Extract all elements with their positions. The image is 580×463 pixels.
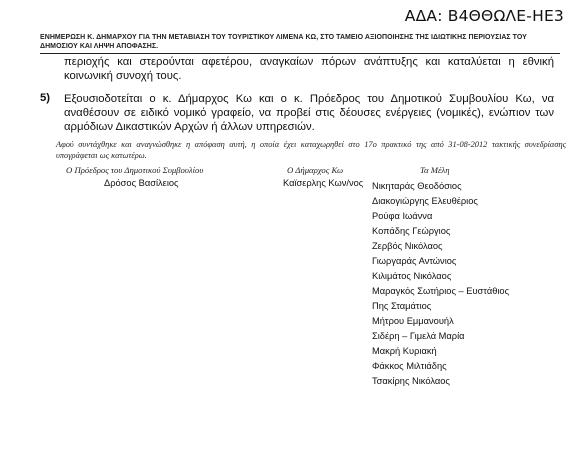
ada-code: ΑΔΑ: Β4ΘΘΩΛΕ-ΗΕ3 (404, 7, 564, 25)
member-name: Πης Σταμάτιος (372, 301, 432, 311)
member-name: Σιδέρη – Γιμελά Μαρία (372, 331, 465, 341)
members-list (372, 164, 509, 389)
member-name: Μακρή Κυριακή (372, 346, 437, 356)
member-name: Φάκκος Μιλτιάδης (372, 361, 447, 371)
president-title: Ο Πρόεδρος του Δημοτικού Συμβουλίου (66, 165, 204, 175)
member-name: Κοπάδης Γεώργιος (372, 226, 451, 236)
member-name: Μήτρου Εμμανουήλ (372, 316, 454, 326)
member-name: Νικηταράς Θεοδόσιος (372, 181, 462, 191)
document-subject-header: ΕΝΗΜΕΡΩΣΗ Κ. ΔΗΜΑΡΧΟΥ ΓΙΑ ΤΗΝ ΜΕΤΑΒΙΑΣΗ ΤΟΥ ΤΟΥΡΙΣΤΙΚΟΥ ΛΙΜΕΝΑ ΚΩ, ΣΤΟ ΤΑΜΕΙΟ ΑΞΙΟΠΟΙΗΣΗΣ ΤΗΣ ΙΔΙΩΤΙΚΗΣ ΠΕΡΙΟΥΣΙΑΣ ΤΟΥ ΔΗΜΟΣΙΟΥ ΚΑΙ ΛΗΨΗ ΑΠΟΦΑΣΗΣ. (40, 34, 527, 50)
member-name: Κιλιμάτος Νικόλαος (372, 271, 452, 281)
member-name: Ρούφα Ιωάννα (372, 211, 433, 221)
paragraph-continuation: περιοχής και στερούνται αφετέρου, αναγκαίων πόρων ανάπτυξης και καταλύεται η εθνική κοινωνική συνοχή τους. (64, 56, 554, 82)
member-name: Ζερβός Νικόλαος (372, 241, 443, 251)
member-name: Μαραγκός Σωτήριος – Ευστάθιος (372, 286, 510, 296)
mayor-name: Καϊσερλης Κων/νος (283, 178, 364, 188)
closing-note: Αφού συντάχθηκε και αναγνώσθηκε η απόφαση αυτή, η οποία έχει καταχωρηθεί στο 17ο πρακτικό της από 31-08-2012 τακτικής συνεδρίασης υπογράφεται ως κατωτέρω. (56, 140, 566, 160)
members-title: Τα Μέλη (420, 165, 450, 175)
item-text: Εξουσιοδοτείται ο κ. Δήμαρχος Κω και ο κ. Πρόεδρος του Δημοτικού Συμβουλίου Κω, να αναθέσουν σε ειδικό νομικό γραφείο, να προβεί στις δέουσες ενέργειες (νομικές), ενώπιον των αρμόδιων Δικαστικών Αρχών ή άλλων υπηρεσιών. (64, 93, 554, 133)
mayor-title: Ο Δήμαρχος Κω (287, 165, 344, 175)
president-name: Δρόσος Βασίλειος (104, 178, 179, 188)
header-divider (40, 53, 560, 54)
member-name: Διακογιώργης Ελευθέριος (372, 196, 478, 206)
member-name: Γιωργαράς Αντώνιος (372, 256, 457, 266)
item-number: 5) (40, 92, 51, 104)
member-name: Τσακίρης Νικόλαος (372, 376, 450, 386)
